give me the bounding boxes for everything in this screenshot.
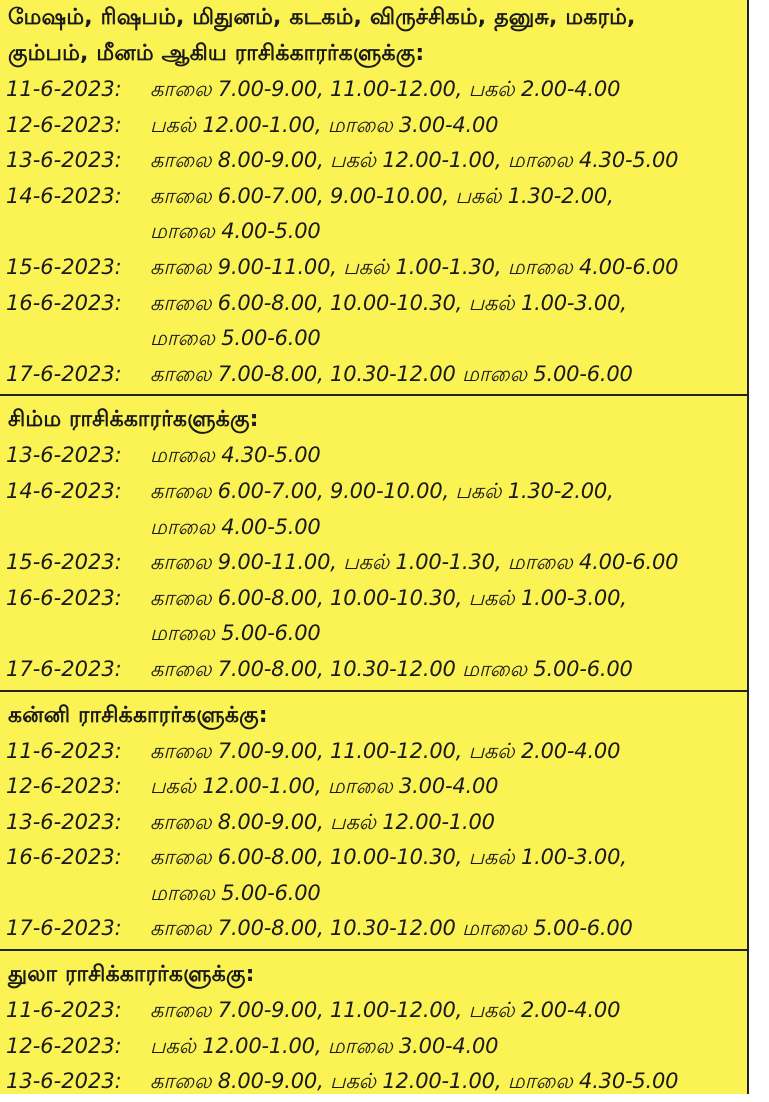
schedule-row [0, 250, 747, 286]
row-date: 12-6-2023: [6, 774, 122, 799]
row-date: 14-6-2023: [6, 183, 122, 208]
schedule-row [0, 286, 747, 357]
row-date: 13-6-2023: [6, 1069, 122, 1094]
schedule-row [0, 652, 747, 688]
schedule-row [0, 911, 747, 947]
row-times: காலை 6.00-7.00, 9.00-10.00, பகல் 1.30-2.00, மாலை 4.00-5.00 [150, 478, 614, 539]
row-date: 12-6-2023: [6, 1033, 122, 1058]
row-times: காலை 7.00-9.00, 11.00-12.00, பகல் 2.00-4.00 [150, 738, 621, 763]
row-times: காலை 8.00-9.00, பகல் 12.00-1.00, மாலை 4.30-5.00 [150, 148, 679, 173]
row-times: காலை 6.00-8.00, 10.00-10.30, பகல் 1.00-3.00, மாலை 5.00-6.00 [150, 845, 627, 905]
row-date: 14-6-2023: [6, 478, 122, 503]
schedule-row [0, 993, 747, 1029]
row-times: காலை 6.00-7.00, 9.00-10.00, பகல் 1.30-2.00, மாலை 4.00-5.00 [150, 183, 614, 244]
row-date: 13-6-2023: [6, 443, 122, 468]
section-heading: சிம்ம ராசிக்காரர்களுக்கு: [8, 407, 259, 433]
row-date: 17-6-2023: [6, 361, 122, 386]
section-heading: துலா ராசிக்காரர்களுக்கு: [8, 962, 255, 988]
row-date: 11-6-2023: [6, 998, 122, 1023]
row-times: காலை 7.00-8.00, 10.30-12.00 மாலை 5.00-6.00 [150, 656, 633, 681]
schedule-row [0, 474, 747, 545]
row-times: காலை 6.00-8.00, 10.00-10.30, பகல் 1.00-3.00, மாலை 5.00-6.00 [150, 585, 627, 646]
row-times: காலை 7.00-9.00, 11.00-12.00, பகல் 2.00-4.00 [150, 998, 621, 1023]
row-date: 16-6-2023: [6, 290, 122, 315]
row-times: காலை 8.00-9.00, பகல் 12.00-1.00, மாலை 4.30-5.00 [150, 1069, 679, 1094]
row-times: பகல் 12.00-1.00, மாலை 3.00-4.00 [150, 774, 499, 799]
section-group-1 [0, 0, 747, 396]
schedule-row [0, 143, 747, 179]
schedule-row [0, 734, 747, 770]
row-date: 13-6-2023: [6, 809, 122, 834]
schedule-row [0, 438, 747, 474]
schedule-row [0, 1064, 747, 1100]
section-kanni [0, 692, 747, 952]
schedule-row [0, 179, 747, 250]
row-date: 13-6-2023: [6, 148, 122, 173]
row-date: 11-6-2023: [6, 77, 122, 101]
row-times: காலை 8.00-9.00, பகல் 12.00-1.00 [150, 809, 495, 834]
row-date: 15-6-2023: [6, 254, 122, 279]
section-simha [0, 396, 747, 691]
section-heading: கன்னி ராசிக்காரர்களுக்கு: [8, 702, 268, 728]
schedule-row [0, 108, 747, 144]
row-date: 16-6-2023: [6, 845, 122, 870]
row-times: காலை 7.00-8.00, 10.30-12.00 மாலை 5.00-6.00 [150, 916, 633, 941]
schedule-row [0, 72, 747, 108]
section-thula [0, 951, 747, 1102]
row-times: காலை 7.00-8.00, 10.30-12.00 மாலை 5.00-6.00 [150, 361, 633, 386]
row-times: காலை 6.00-8.00, 10.00-10.30, பகல் 1.00-3.00, மாலை 5.00-6.00 [150, 290, 627, 351]
row-date: 11-6-2023: [6, 738, 122, 763]
row-date: 16-6-2023: [6, 585, 122, 610]
row-times: பகல் 12.00-1.00, மாலை 3.00-4.00 [150, 1033, 499, 1058]
schedule-row [0, 1029, 747, 1065]
row-date: 17-6-2023: [6, 916, 122, 941]
row-times: பகல் 12.00-1.00, மாலை 3.00-4.00 [150, 112, 499, 137]
row-date: 15-6-2023: [6, 550, 122, 575]
row-times: காலை 9.00-11.00, பகல் 1.00-1.30, மாலை 4.00-6.00 [150, 254, 679, 279]
schedule-row [0, 769, 747, 805]
schedule-row [0, 581, 747, 652]
row-date: 12-6-2023: [6, 112, 122, 137]
schedule-row [0, 805, 747, 841]
row-times: காலை 9.00-11.00, பகல் 1.00-1.30, மாலை 4.00-6.00 [150, 550, 679, 575]
section-heading: மேஷம், ரிஷபம், மிதுனம், கடகம், விருச்சிகம், தனுசு, மகரம், கும்பம், மீனம் ஆகிய ராசிக்காரர்களுக்கு: [8, 5, 636, 66]
schedule-row [0, 840, 747, 911]
row-times: காலை 7.00-9.00, 11.00-12.00, பகல் 2.00-4.00 [150, 77, 621, 101]
schedule-row [0, 357, 747, 393]
row-date: 17-6-2023: [6, 656, 122, 681]
schedule-row [0, 545, 747, 581]
row-times: மாலை 4.30-5.00 [150, 443, 321, 468]
